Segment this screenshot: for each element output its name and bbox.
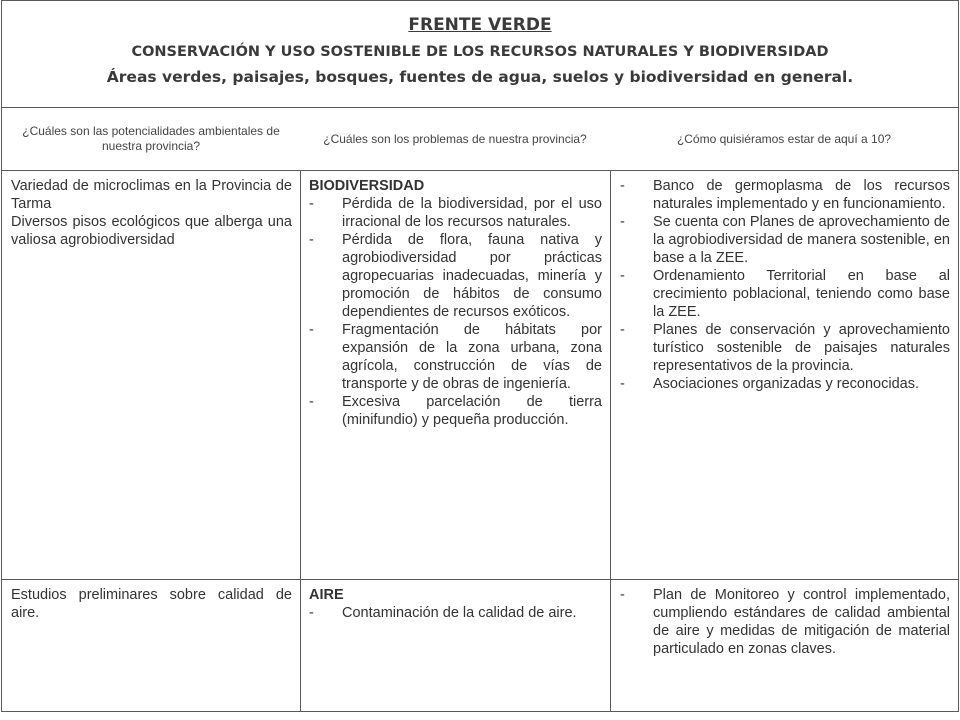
problems-cell: [301, 580, 610, 622]
problems-list: [309, 604, 602, 622]
table-header: [2, 1, 958, 108]
page-description: Áreas verdes, paisajes, bosques, fuentes de agua, suelos y biodiversidad en general.: [106, 68, 854, 86]
problem-item: - Pérdida de la biodiversidad, por el uso irracional de los recursos naturales.: [309, 195, 602, 231]
vision-item: - Asociaciones organizadas y reconocidas.: [620, 375, 950, 393]
problem-item: - Contaminación de la calidad de aire.: [309, 604, 602, 622]
vision-item: - Se cuenta con Planes de aprovechamiento de la agrobiodiversidad de manera sostenible, en base a la ZEE.: [620, 213, 950, 267]
category-label: BIODIVERSIDAD: [309, 178, 425, 194]
vision-item: - Planes de conservación y aprovechamiento turístico sostenible de paisajes naturales representativos de la provincia.: [620, 321, 950, 375]
vision-list: [620, 177, 950, 393]
vision-cell: [611, 171, 958, 393]
problems-cell: [301, 171, 610, 429]
potentials-cell: [2, 580, 300, 622]
vision-item: - Banco de germoplasma de los recursos naturales implementado y en funcionamiento.: [620, 177, 950, 213]
questions-row: [2, 108, 958, 171]
problem-item: - Fragmentación de hábitats por expansión de la zona urbana, zona agrícola, construcción de vías de transporte y de obras de ingeniería.: [309, 321, 602, 393]
environmental-table: [1, 0, 959, 712]
vision-item: - Ordenamiento Territorial en base al crecimiento poblacional, teniendo como base la ZEE.: [620, 267, 950, 321]
question-vision: ¿Cómo quisiéramos estar de aquí a 10?: [676, 131, 892, 146]
potential-item: Estudios preliminares sobre calidad de aire.: [11, 587, 292, 621]
problem-item: - Pérdida de flora, fauna nativa y agrobiodiversidad por prácticas agropecuarias inadecuadas, minería y promoción de hábitos de consumo dependientes de recursos exóticos.: [309, 231, 602, 321]
problem-item: - Excesiva parcelación de tierra (minifundio) y pequeña producción.: [309, 393, 602, 429]
potentials-cell: [2, 171, 300, 249]
potential-item: Diversos pisos ecológicos que alberga una valiosa agrobiodiversidad: [11, 214, 292, 248]
table-row-biodiversity: [2, 171, 958, 580]
question-problems: ¿Cuáles son los problemas de nuestra provincia?: [323, 131, 587, 146]
page-subtitle: CONSERVACIÓN Y USO SOSTENIBLE DE LOS RECURSOS NATURALES Y BIODIVERSIDAD: [131, 44, 829, 60]
vision-list: [620, 586, 950, 658]
category-label: AIRE: [309, 587, 344, 603]
problems-list: [309, 195, 602, 429]
vision-cell: [611, 580, 958, 658]
potential-item: Variedad de microclimas en la Provincia de Tarma: [11, 178, 292, 212]
vision-item: - Plan de Monitoreo y control implementado, cumpliendo estándares de calidad ambiental de aire y medidas de mitigación de material particulado en zonas claves.: [620, 586, 950, 658]
question-potentials: ¿Cuáles son las potencialidades ambientales de nuestra provincia?: [22, 124, 280, 153]
page-title: FRENTE VERDE: [408, 15, 552, 35]
table-row-air: [2, 580, 958, 711]
